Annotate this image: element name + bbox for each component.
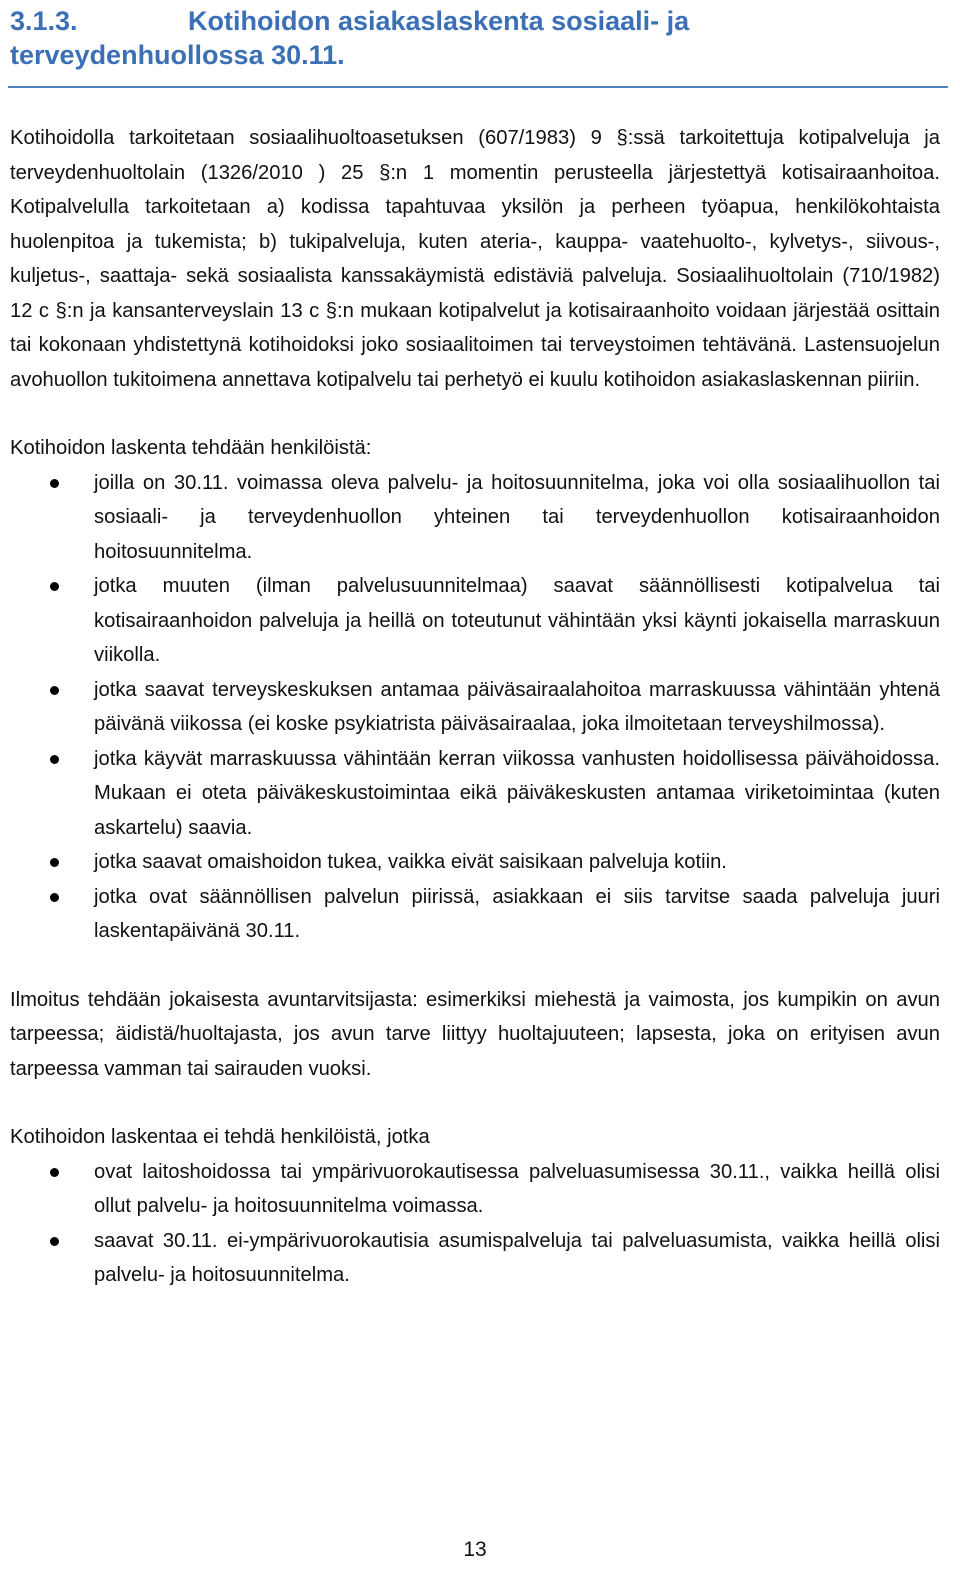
bullet-icon xyxy=(50,858,59,867)
list-item: ovat laitoshoidossa tai ympärivuorokautisessa palveluasumisessa 30.11., vaikka heillä olisi ollut palvelu- ja hoitosuunnitelma voimassa. xyxy=(10,1155,940,1224)
bullet-icon xyxy=(50,893,59,902)
bullet-icon xyxy=(50,582,59,591)
list-item: jotka saavat terveyskeskuksen antamaa päiväsairaalahoitoa marraskuussa vähintään yhtenä päivänä viikossa (ei koske psykiatrista päiväsairaalaa, joka ilmoitetaan terveyshilmossa). xyxy=(10,673,940,742)
list-item: jotka käyvät marraskuussa vähintään kerran viikossa vanhusten hoidollisessa päivähoidossa. Mukaan ei oteta päiväkeskustoimintaa eikä päiväkeskusten antamaa viriketoimintaa (kuten askartelu) saavia. xyxy=(10,742,940,846)
bullet-icon xyxy=(50,479,59,488)
spacer xyxy=(10,397,940,431)
heading-underline xyxy=(8,86,948,88)
list-item: jotka muuten (ilman palvelusuunnitelmaa) saavat säännöllisesti kotipalvelua tai kotisairaanhoidon palveluja ja heillä on toteutunut vähintään yksi käynti jokaisella marraskuun viikolla. xyxy=(10,569,940,673)
list-item: saavat 30.11. ei-ympärivuorokautisia asumispalveluja tai palveluasumista, vaikka heillä olisi palvelu- ja hoitosuunnitelma. xyxy=(10,1224,940,1293)
list-item: joilla on 30.11. voimassa oleva palvelu- ja hoitosuunnitelma, joka voi olla sosiaalihuollon tai sosiaali- ja terveydenhuollon yhteinen tai terveydenhuollon kotisairaanhoidon hoitosuunnitelma. xyxy=(10,466,940,570)
report-note-paragraph: Ilmoitus tehdään jokaisesta avuntarvitsijasta: esimerkiksi miehestä ja vaimosta, jos kumpikin on avun tarpeessa; äidistä/huoltajasta, jos avun tarve liittyy huoltajuuteen; lapsesta, joka on erityisen avun tarpeessa vamman tai sairauden vuoksi. xyxy=(10,988,940,1080)
page-number: 13 xyxy=(463,1538,487,1561)
intro-paragraph: Kotihoidolla tarkoitetaan sosiaalihuoltoasetuksen (607/1983) 9 §:ssä tarkoitettuja kotipalveluja ja terveydenhuoltolain (1326/2010 ) 25 §:n 1 momentin perusteella järjestettyä kotisairaanhoitoa. Kotipalvelulla tarkoitetaan a) kodissa tapahtuvaa yksilön ja perheen työapua, henkilökohtaista huolenpitoa ja tukemista; b) tukipalveluja, kuten ateria-, kauppa- vaatehuolto-, kylvetys-, siivous-, kuljetus-, saattaja- sekä sosiaalista kanssakäymistä edistäviä palveluja. Sosiaalihuoltolain (710/1982) 12 c §:n ja kansanterveyslain 13 c §:n mukaan kotipalvelut ja kotisairaanhoito voidaan järjestää osittain tai kokonaan yhdistettynä kotihoidoksi joko sosiaalitoimen tai terveystoimen tehtävänä. Lastensuojelun avohuollon tukitoimena annettava kotipalvelu tai perhetyö ei kuulu kotihoidon asiakaslaskennan piiriin. xyxy=(10,127,940,391)
excluded-list xyxy=(10,1155,940,1293)
section-title: Kotihoidon asiakaslaskenta sosiaali- ja terveydenhuollossa 30.11. xyxy=(10,6,690,70)
bullet-icon xyxy=(50,686,59,695)
list-item: jotka saavat omaishoidon tukea, vaikka eivät saisikaan palveluja kotiin. xyxy=(10,845,940,880)
included-lead: Kotihoidon laskenta tehdään henkilöistä: xyxy=(10,437,372,459)
bullet-icon xyxy=(50,755,59,764)
spacer xyxy=(10,1086,940,1120)
bullet-icon xyxy=(50,1168,59,1177)
bullet-icon xyxy=(50,1237,59,1246)
spacer xyxy=(10,949,940,983)
list-item: jotka ovat säännöllisen palvelun piirissä, asiakkaan ei siis tarvitse saada palveluja juuri laskentapäivänä 30.11. xyxy=(10,880,940,949)
section-number: 3.1.3. xyxy=(10,6,78,36)
section-heading xyxy=(10,4,940,72)
included-list xyxy=(10,466,940,949)
excluded-lead: Kotihoidon laskentaa ei tehdä henkilöistä, jotka xyxy=(10,1126,430,1148)
body-text xyxy=(10,121,940,1293)
